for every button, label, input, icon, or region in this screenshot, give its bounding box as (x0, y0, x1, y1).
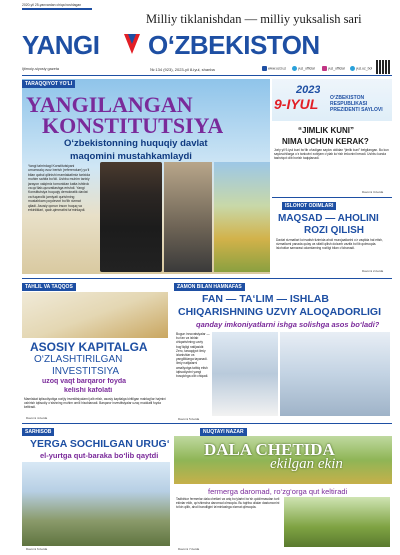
lending-tag: SARHISOB (22, 428, 54, 436)
lending-sub: el-yurtga qut-baraka bo‘lib qaytdi (40, 451, 159, 460)
lead-title-2: KONSTITUTSIYA (42, 113, 224, 138)
islohot-continue[interactable]: Davomi 2-betda (362, 269, 384, 273)
science-body: Bugun innovatsiyalar — bu fan va ishlab chiqarishning uzviy bog‘liqligi natijasidir. Zero, taraqqiyot ilmiy izlanishlar va yangiliklarga tayanadi. Ilmiy natijalarni amaliyotga tatbiq etish iqtisodiyotni yangi bosqichga olib chiqadi. (176, 332, 210, 379)
islohot-title-2: ROZI QILISH (304, 225, 364, 236)
mid-divider (22, 278, 392, 279)
masthead-flag-emblem (118, 30, 146, 58)
nuqtayi-script: ekilgan ekin (270, 456, 343, 472)
link-telegram-label: yuz_official (297, 66, 315, 71)
qr-code (376, 60, 390, 74)
science-title-2: CHIQARISHNING UZVIY ALOQADORLIGI (178, 306, 382, 318)
investment-body: Mamlakat iqtisodiyotiga xorijiy investitsiyalarni jalb etish, asosiy kapitalga kiritilgan mablag‘lar hajmini oshirish iqtisodiy o‘sishning muhim omili hisoblanadi. Barqaror investitsiyalar uzoq muddatli foyda keltiradi. (24, 397, 166, 410)
lead-field-photo (214, 162, 270, 272)
science-photo-2 (280, 332, 390, 416)
islohot-body: Davlat xizmatlari ko‘rsatish tizimida aholi murojaatlarini o‘z vaqtida hal etish, xizmatlarni yanada qulay va sifatli qilish dolzarb vazifa bo‘lib qolmoqda. Islohotlar samarasi odamlarning roziligi bilan o‘lchanadi. (276, 238, 383, 251)
science-sub: qanday imkoniyatlarni ishga solishga asos bo‘ladi? (196, 320, 380, 329)
lead-girl-photo (100, 162, 162, 272)
masthead-title-left: YANGI (22, 30, 100, 60)
investment-title-3: INVESTITSIYA (52, 366, 120, 377)
lead-body: Yangi tahrirdagi Konstitutsiyani umumxalq ovoz berish (referendum) yo‘li bilan qabul qilinishi mamlakatimiz tarixida muhim sahifa bo‘ldi. Ushbu muhim tarixiy jarayon xalqimiz tomonidan katta ishtirok va qo‘llab-quvvatlashga erishdi. Yangi Konstitutsiya huquqiy demokratik davlat va fuqarolik jamiyati qurishning mustahkam poydevori bo‘lib xizmat qiladi. Asosiy qonun inson huquq va erkinliklari, qadr-qimmatini ta‘minlaydi. (28, 164, 90, 213)
science-photo-1 (212, 332, 278, 416)
link-instagram[interactable] (322, 66, 345, 71)
link-bot[interactable] (350, 66, 372, 71)
bottom-divider (22, 423, 392, 424)
lending-photo (22, 462, 170, 546)
lead-subtitle-1: O‘zbekistonning huquqiy davlat (64, 138, 208, 149)
telegram-icon (292, 66, 297, 71)
link-website[interactable] (262, 66, 286, 71)
nuqtayi-body: Tadbirkor fermerlar dala chetlari va ariq bo‘ylarini bo‘sh qoldirmasdan turli ekinlar ekib, qo‘shimcha daromad olmoqda. Bu tajriba oilalar dasturxonini to‘kin qilib, aholi bandligini ta‘minlashga xizmat qilmoqda. (176, 497, 280, 510)
election-q1: “JIMLIK KUNI” (298, 126, 354, 135)
link-website-label: www.uzd.uz (267, 66, 287, 71)
nuqtayi-title: DALA CHETIDA (204, 440, 335, 459)
investment-sub-1: uzoq vaqt barqaror foyda (42, 378, 127, 385)
lending-title: YERGA SOCHILGAN URUG‘ (30, 438, 170, 450)
bot-icon (350, 66, 355, 71)
investment-title-1: ASOSIY KAPITALGA (30, 340, 148, 354)
nuqtayi-field-photo (284, 497, 390, 547)
lead-tag: TARAQQIYOT YO'LI (22, 80, 75, 88)
investment-photo (22, 292, 168, 338)
masthead-title-right: O‘ZBEKISTON (148, 30, 320, 60)
lead-students-photo (164, 162, 212, 272)
lead-title-1: YANGILANGAN (26, 92, 193, 117)
election-label-3: PREZIDENTI SAYLOVI (330, 107, 383, 113)
islohot-title-1: MAQSAD — AHOLINI (278, 213, 379, 224)
islohot-divider (272, 197, 392, 198)
election-body: Joriy yil 9-iyul kuni bo‘lib o‘tadigan saylov oldidan “jimlik kuni” belgilangan. Bu kun saylovchilarga o‘z tanlovini xotirjam o‘ylab ko‘rish imkonini beradi. Ushbu kunda tashviqot olib borish taqiqlanadi. (274, 148, 389, 161)
masthead-slogan: Milliy tiklanishdan — milliy yuksalish sari (146, 12, 362, 26)
nuqtayi-sub: fermerga daromad, ro‘zg‘orga qut keltiradi (208, 487, 348, 496)
investment-title-2: O‘ZLASHTIRILGAN (34, 354, 123, 365)
investment-tag: TAHLIL VA TAQQOS (22, 283, 76, 291)
election-year: 2023 (296, 84, 321, 96)
science-tag: ZAMON BILAN HAMNAFAS (174, 283, 245, 291)
election-date: 9-IYUL (274, 96, 319, 112)
election-label-1: O‘ZBEKISTON (330, 95, 365, 101)
issue-line: № 134 (923), 2023-yil 8-iyul, shanba (150, 67, 215, 72)
election-continue[interactable]: Davomi 3-betda (362, 190, 384, 194)
instagram-icon (322, 66, 327, 71)
election-label-2: RESPUBLIKASI (330, 101, 368, 107)
link-telegram[interactable] (292, 66, 315, 71)
founded-note: 2020-yil 25-yanvardan chiqa boshlagan (22, 3, 82, 7)
masthead-subtitle: Ijtimoiy-siyosiy gazeta (22, 67, 59, 71)
globe-icon (262, 66, 267, 71)
masthead-rule (22, 8, 92, 10)
investment-continue[interactable]: Davomi 4-betda (26, 416, 48, 420)
science-continue[interactable]: Davomi 5-betda (178, 417, 200, 421)
election-q2: NIMA UCHUN KERAK? (282, 137, 369, 146)
nuqtayi-tag: NUQTAYI NAZAR (200, 428, 247, 436)
nuqtayi-continue[interactable]: Davomi 7-betda (178, 547, 200, 551)
lead-subtitle-2: maqomini mustahkamlaydi (70, 151, 192, 162)
link-bot-label: yuz.uz_bot (355, 66, 373, 71)
investment-sub-2: kelishi kafolati (64, 387, 113, 394)
lending-continue[interactable]: Davomi 6-betda (26, 547, 48, 551)
link-instagram-label: yuz_official (327, 66, 345, 71)
science-title-1: FAN — TA‘LIM — ISHLAB (202, 293, 329, 305)
masthead-divider (22, 75, 392, 76)
islohot-tag: ISLOHOT ODIMLARI (282, 202, 336, 210)
